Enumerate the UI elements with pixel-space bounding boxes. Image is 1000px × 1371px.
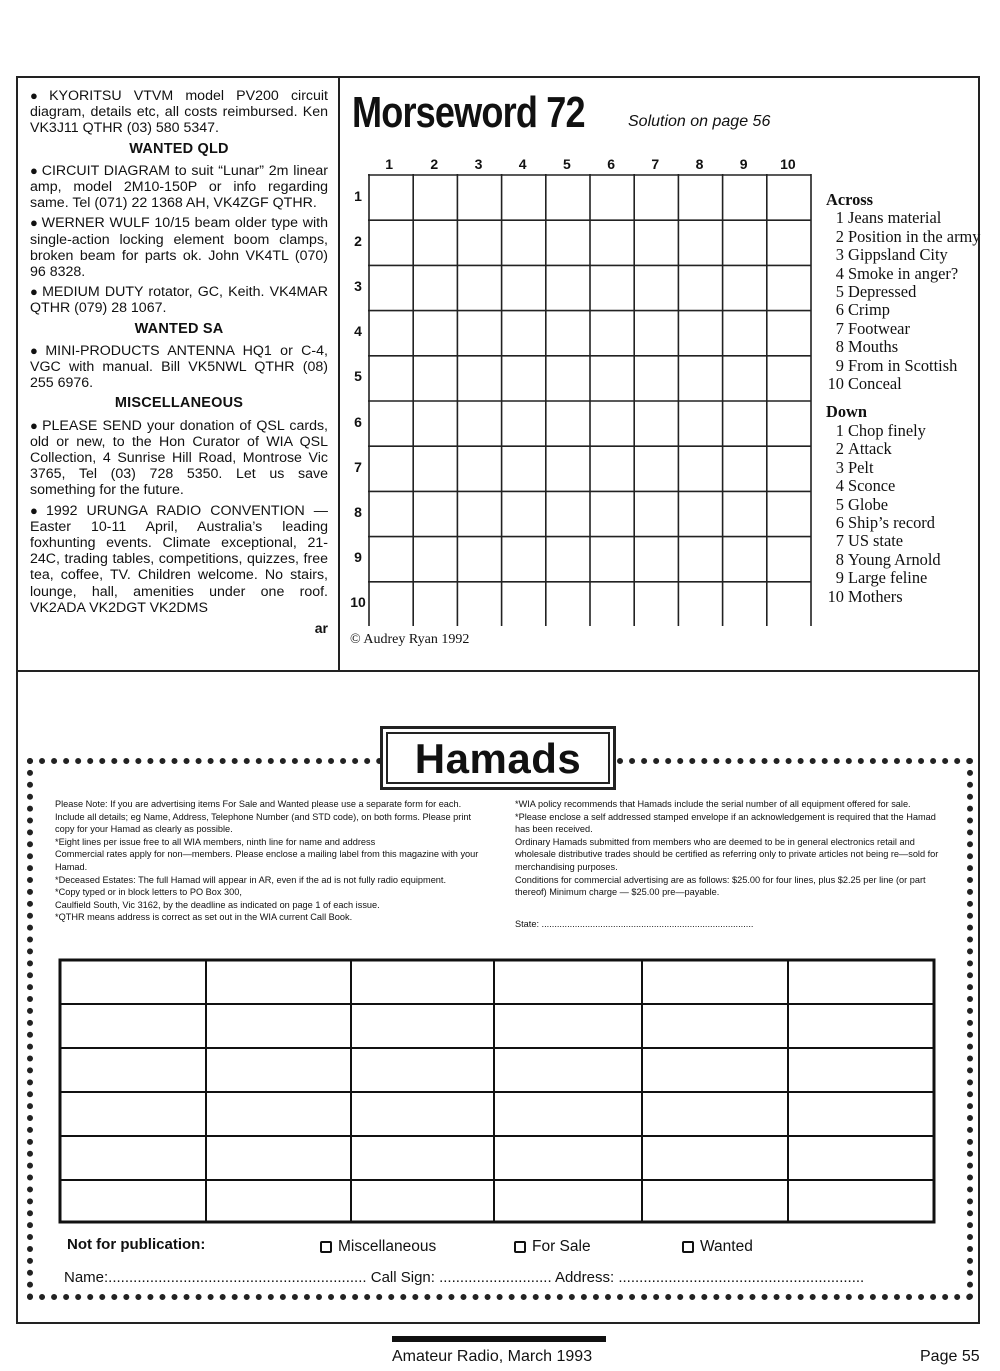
row-number: 3 bbox=[354, 278, 362, 294]
across-clue-list bbox=[826, 209, 986, 393]
bullet-icon: ● bbox=[30, 342, 43, 358]
clue-text: Crimp bbox=[848, 300, 890, 320]
checkbox-icon[interactable] bbox=[320, 1241, 332, 1253]
clue-number: 3 bbox=[835, 245, 844, 265]
clue-number: 3 bbox=[835, 457, 844, 477]
clue-item bbox=[826, 265, 986, 283]
section-heading-wanted-sa: WANTED SA bbox=[134, 320, 224, 337]
clue-number: 9 bbox=[835, 355, 844, 375]
clue-number: 7 bbox=[835, 531, 844, 551]
clue-item bbox=[826, 246, 986, 264]
clue-text: Smoke in anger? bbox=[848, 263, 959, 283]
clue-item bbox=[826, 301, 986, 319]
clue-text: Attack bbox=[848, 439, 892, 459]
clue-number: 10 bbox=[827, 374, 844, 394]
clue-text: Conceal bbox=[848, 374, 902, 394]
hamads-title: Hamads bbox=[414, 735, 582, 782]
across-heading: Across bbox=[826, 190, 874, 209]
clue-item bbox=[826, 551, 986, 569]
clue-number: 2 bbox=[835, 439, 844, 459]
clue-text: Ship’s record bbox=[848, 512, 935, 532]
clue-text: Position in the army bbox=[848, 226, 981, 246]
end-mark: ar bbox=[314, 620, 328, 637]
clue-number: 9 bbox=[835, 568, 844, 588]
bullet-icon: ● bbox=[30, 502, 43, 518]
checkbox-icon[interactable] bbox=[514, 1241, 526, 1253]
classified-ad: ● MINI-PRODUCTS ANTENNA HQ1 or C-4, VGC with manual. Bill VK5NWL QTHR (08) 255 6976. bbox=[30, 342, 328, 392]
down-heading: Down bbox=[826, 402, 867, 422]
clue-text: Gippsland City bbox=[848, 245, 948, 265]
notice-right bbox=[515, 798, 951, 930]
not-for-publication-label: Not for publication: bbox=[67, 1236, 206, 1253]
clue-text: Young Arnold bbox=[848, 549, 941, 569]
clue-text: US state bbox=[848, 531, 904, 551]
clue-text: Sconce bbox=[848, 476, 896, 496]
bullet-icon: ● bbox=[30, 284, 40, 300]
clue-number: 5 bbox=[835, 282, 844, 302]
clue-number: 10 bbox=[827, 586, 844, 606]
clue-item bbox=[826, 422, 986, 440]
clue-text: Jeans material bbox=[848, 208, 942, 228]
down-clue-list bbox=[826, 422, 986, 606]
clue-text: Chop finely bbox=[848, 420, 926, 440]
column-number: 7 bbox=[651, 156, 660, 172]
clue-text: Footwear bbox=[848, 318, 910, 338]
bullet-icon: ● bbox=[30, 417, 40, 433]
clue-text: Mothers bbox=[848, 586, 903, 606]
clue-item bbox=[826, 588, 986, 606]
row-number: 9 bbox=[354, 549, 362, 566]
classified-ad: ● PLEASE SEND your donation of QSL cards, old or new, to the Hon Curator of WIA QSL Collection, 4 Sunrise Hill Road, Montrose Vic 3765, Tel (03) 728 5350. Let us save something for the future. bbox=[30, 417, 329, 499]
state-field[interactable]: State: ................................................................................... bbox=[515, 918, 754, 929]
clue-text: Globe bbox=[848, 494, 889, 514]
clue-item bbox=[826, 338, 986, 356]
notice-line: *WIA policy recommends that Hamads include the serial number of all equipment offered for sale. bbox=[515, 799, 911, 809]
column-number: 1 bbox=[385, 156, 393, 172]
clue-item bbox=[826, 569, 986, 587]
column-number: 2 bbox=[430, 156, 439, 172]
column-number: 4 bbox=[518, 156, 527, 172]
bullet-icon: ● bbox=[30, 215, 39, 231]
clue-number: 1 bbox=[835, 420, 844, 440]
clues-panel bbox=[826, 191, 986, 616]
clue-item bbox=[826, 228, 986, 246]
clue-text: From in Scottish bbox=[848, 355, 958, 375]
notice-line: *QTHR means address is correct as set out in the WIA current Call Book. bbox=[55, 912, 353, 923]
clue-number: 1 bbox=[835, 208, 844, 228]
puzzle-grid[interactable] bbox=[368, 174, 812, 626]
bullet-icon: ● bbox=[30, 88, 47, 103]
checkbox-icon[interactable] bbox=[682, 1241, 694, 1253]
clue-text: Depressed bbox=[848, 282, 917, 302]
page-number: Page 55 bbox=[920, 1348, 980, 1365]
clue-item bbox=[826, 283, 986, 301]
notice-line: Ordinary Hamads submitted from members who are deemed to be in general electronics retail and wholesale distributive trades should be certified as referring only to private articles not being re—sold for merchandising purposes. bbox=[515, 836, 939, 872]
hamad-entry-grid[interactable] bbox=[58, 958, 936, 1224]
publication-footer: Amateur Radio, March 1993 bbox=[392, 1348, 593, 1365]
clue-number: 6 bbox=[835, 300, 844, 320]
clue-item bbox=[826, 375, 986, 393]
clue-item bbox=[826, 477, 986, 495]
notice-line: Commercial rates apply for non—members. Please enclose a mailing label from this magazine with your Hamad. bbox=[55, 849, 479, 872]
notice-line: *Copy typed or in block letters to PO Box 300, bbox=[55, 887, 242, 898]
column-divider bbox=[338, 76, 340, 672]
row-number: 4 bbox=[354, 323, 362, 340]
clue-item bbox=[826, 459, 986, 477]
row-number: 10 bbox=[350, 594, 366, 611]
notice-line: *Deceased Estates: The full Hamad will appear in AR, even if the ad is not fully radio equipment. bbox=[55, 874, 447, 885]
clue-number: 4 bbox=[835, 263, 844, 283]
clue-item bbox=[826, 357, 986, 375]
option-wanted[interactable]: Wanted bbox=[682, 1238, 753, 1256]
clue-number: 8 bbox=[835, 337, 844, 357]
notice-line: *Please enclose a self addressed stamped envelope if an acknowledgement is required that the Hamad has been received. bbox=[515, 811, 936, 835]
classified-ad: ● MEDIUM DUTY rotator, GC, Keith. VK4MAR QTHR (079) 28 1067. bbox=[30, 284, 328, 317]
row-number: 6 bbox=[354, 413, 362, 430]
row-number: 5 bbox=[354, 368, 362, 385]
clue-item bbox=[826, 496, 986, 514]
clue-number: 2 bbox=[835, 226, 844, 246]
notice-line: Please Note: If you are advertising items For Sale and Wanted please use a separate form for each. Include all details; eg Name, Address, Telephone Number (and STD code), on both forms. Please print copy for your Hamad as clearly as possible. bbox=[55, 799, 472, 835]
option-miscellaneous[interactable]: Miscellaneous bbox=[320, 1238, 436, 1256]
row-number: 7 bbox=[354, 458, 362, 475]
clue-text: Large feline bbox=[848, 568, 928, 588]
clue-text: Mouths bbox=[848, 337, 899, 357]
row-number: 2 bbox=[354, 232, 362, 249]
column-number: 6 bbox=[607, 156, 615, 172]
notice-line: *Eight lines per issue free to all WIA members, ninth line for name and address bbox=[55, 836, 376, 847]
classified-ad: ● 1992 URUNGA RADIO CONVENTION — Easter 10-11 April, Australia’s leading foxhunting events. Climate exceptional, 21-24C, trading tables, competitions, quizzes, free tea, coffee, TV. Children welcome. No stairs, lounge, hall, amenities under one roof. VK2ADA VK2DGT VK2DMS bbox=[30, 502, 328, 616]
column-number: 9 bbox=[739, 156, 748, 172]
notice-line: Conditions for commercial advertising are as follows: $25.00 for four lines, plus $2.25 per line (or part thereof) Minimum charge — $25.00 pre—payable. bbox=[515, 874, 926, 898]
puzzle-subtitle: Solution on page 56 bbox=[628, 113, 771, 130]
classified-ad: ● KYORITSU VTVM model PV200 circuit diagram, details etc, all costs reimbursed. Ken VK3J11 QTHR (03) 580 5347. bbox=[30, 88, 328, 137]
column-number: 5 bbox=[562, 156, 571, 172]
section-heading-wanted-qld: WANTED QLD bbox=[129, 140, 229, 157]
classified-ad: ● WERNER WULF 10/15 beam older type with single-action locking element boom clamps, broken beam for parts ok. John VK4TL (070) 96 8328. bbox=[30, 215, 328, 281]
notice-left bbox=[55, 798, 487, 924]
classifieds-column bbox=[30, 88, 328, 636]
notice-line: Caulfield South, Vic 3162, by the deadline as indicated on page 1 of each issue. bbox=[55, 899, 380, 910]
puzzle-title: Morseword 72 bbox=[352, 88, 585, 137]
clue-number: 5 bbox=[835, 494, 844, 514]
column-number: 10 bbox=[780, 156, 796, 172]
bullet-icon: ● bbox=[30, 162, 39, 178]
clue-text: Pelt bbox=[848, 457, 874, 477]
clue-item bbox=[826, 209, 986, 227]
copyright-notice: © Audrey Ryan 1992 bbox=[350, 632, 470, 647]
clue-item bbox=[826, 440, 986, 458]
row-number: 8 bbox=[354, 504, 362, 520]
hamads-title-box bbox=[380, 726, 616, 790]
clue-item bbox=[826, 532, 986, 550]
column-number: 8 bbox=[695, 156, 704, 172]
clue-item bbox=[826, 514, 986, 532]
classified-ad: ● CIRCUIT DIAGRAM to suit “Lunar” 2m linear amp, model 2M10-150P or info regarding same. Tel (071) 22 1368 AH, VK4ZGF QTHR. bbox=[30, 162, 328, 212]
section-heading-miscellaneous: MISCELLANEOUS bbox=[114, 395, 244, 412]
option-for-sale[interactable]: For Sale bbox=[514, 1238, 591, 1256]
clue-item bbox=[826, 320, 986, 338]
row-number: 1 bbox=[354, 187, 362, 204]
footer-rule bbox=[392, 1336, 606, 1342]
clue-number: 6 bbox=[835, 512, 844, 532]
name-callsign-address-field[interactable]: Name:.............................................................. Call Sign: ........................... Address: ........................................................... bbox=[64, 1269, 865, 1286]
clue-number: 8 bbox=[835, 549, 844, 569]
clue-number: 4 bbox=[835, 476, 844, 496]
column-number: 3 bbox=[474, 156, 483, 172]
clue-number: 7 bbox=[835, 318, 844, 338]
